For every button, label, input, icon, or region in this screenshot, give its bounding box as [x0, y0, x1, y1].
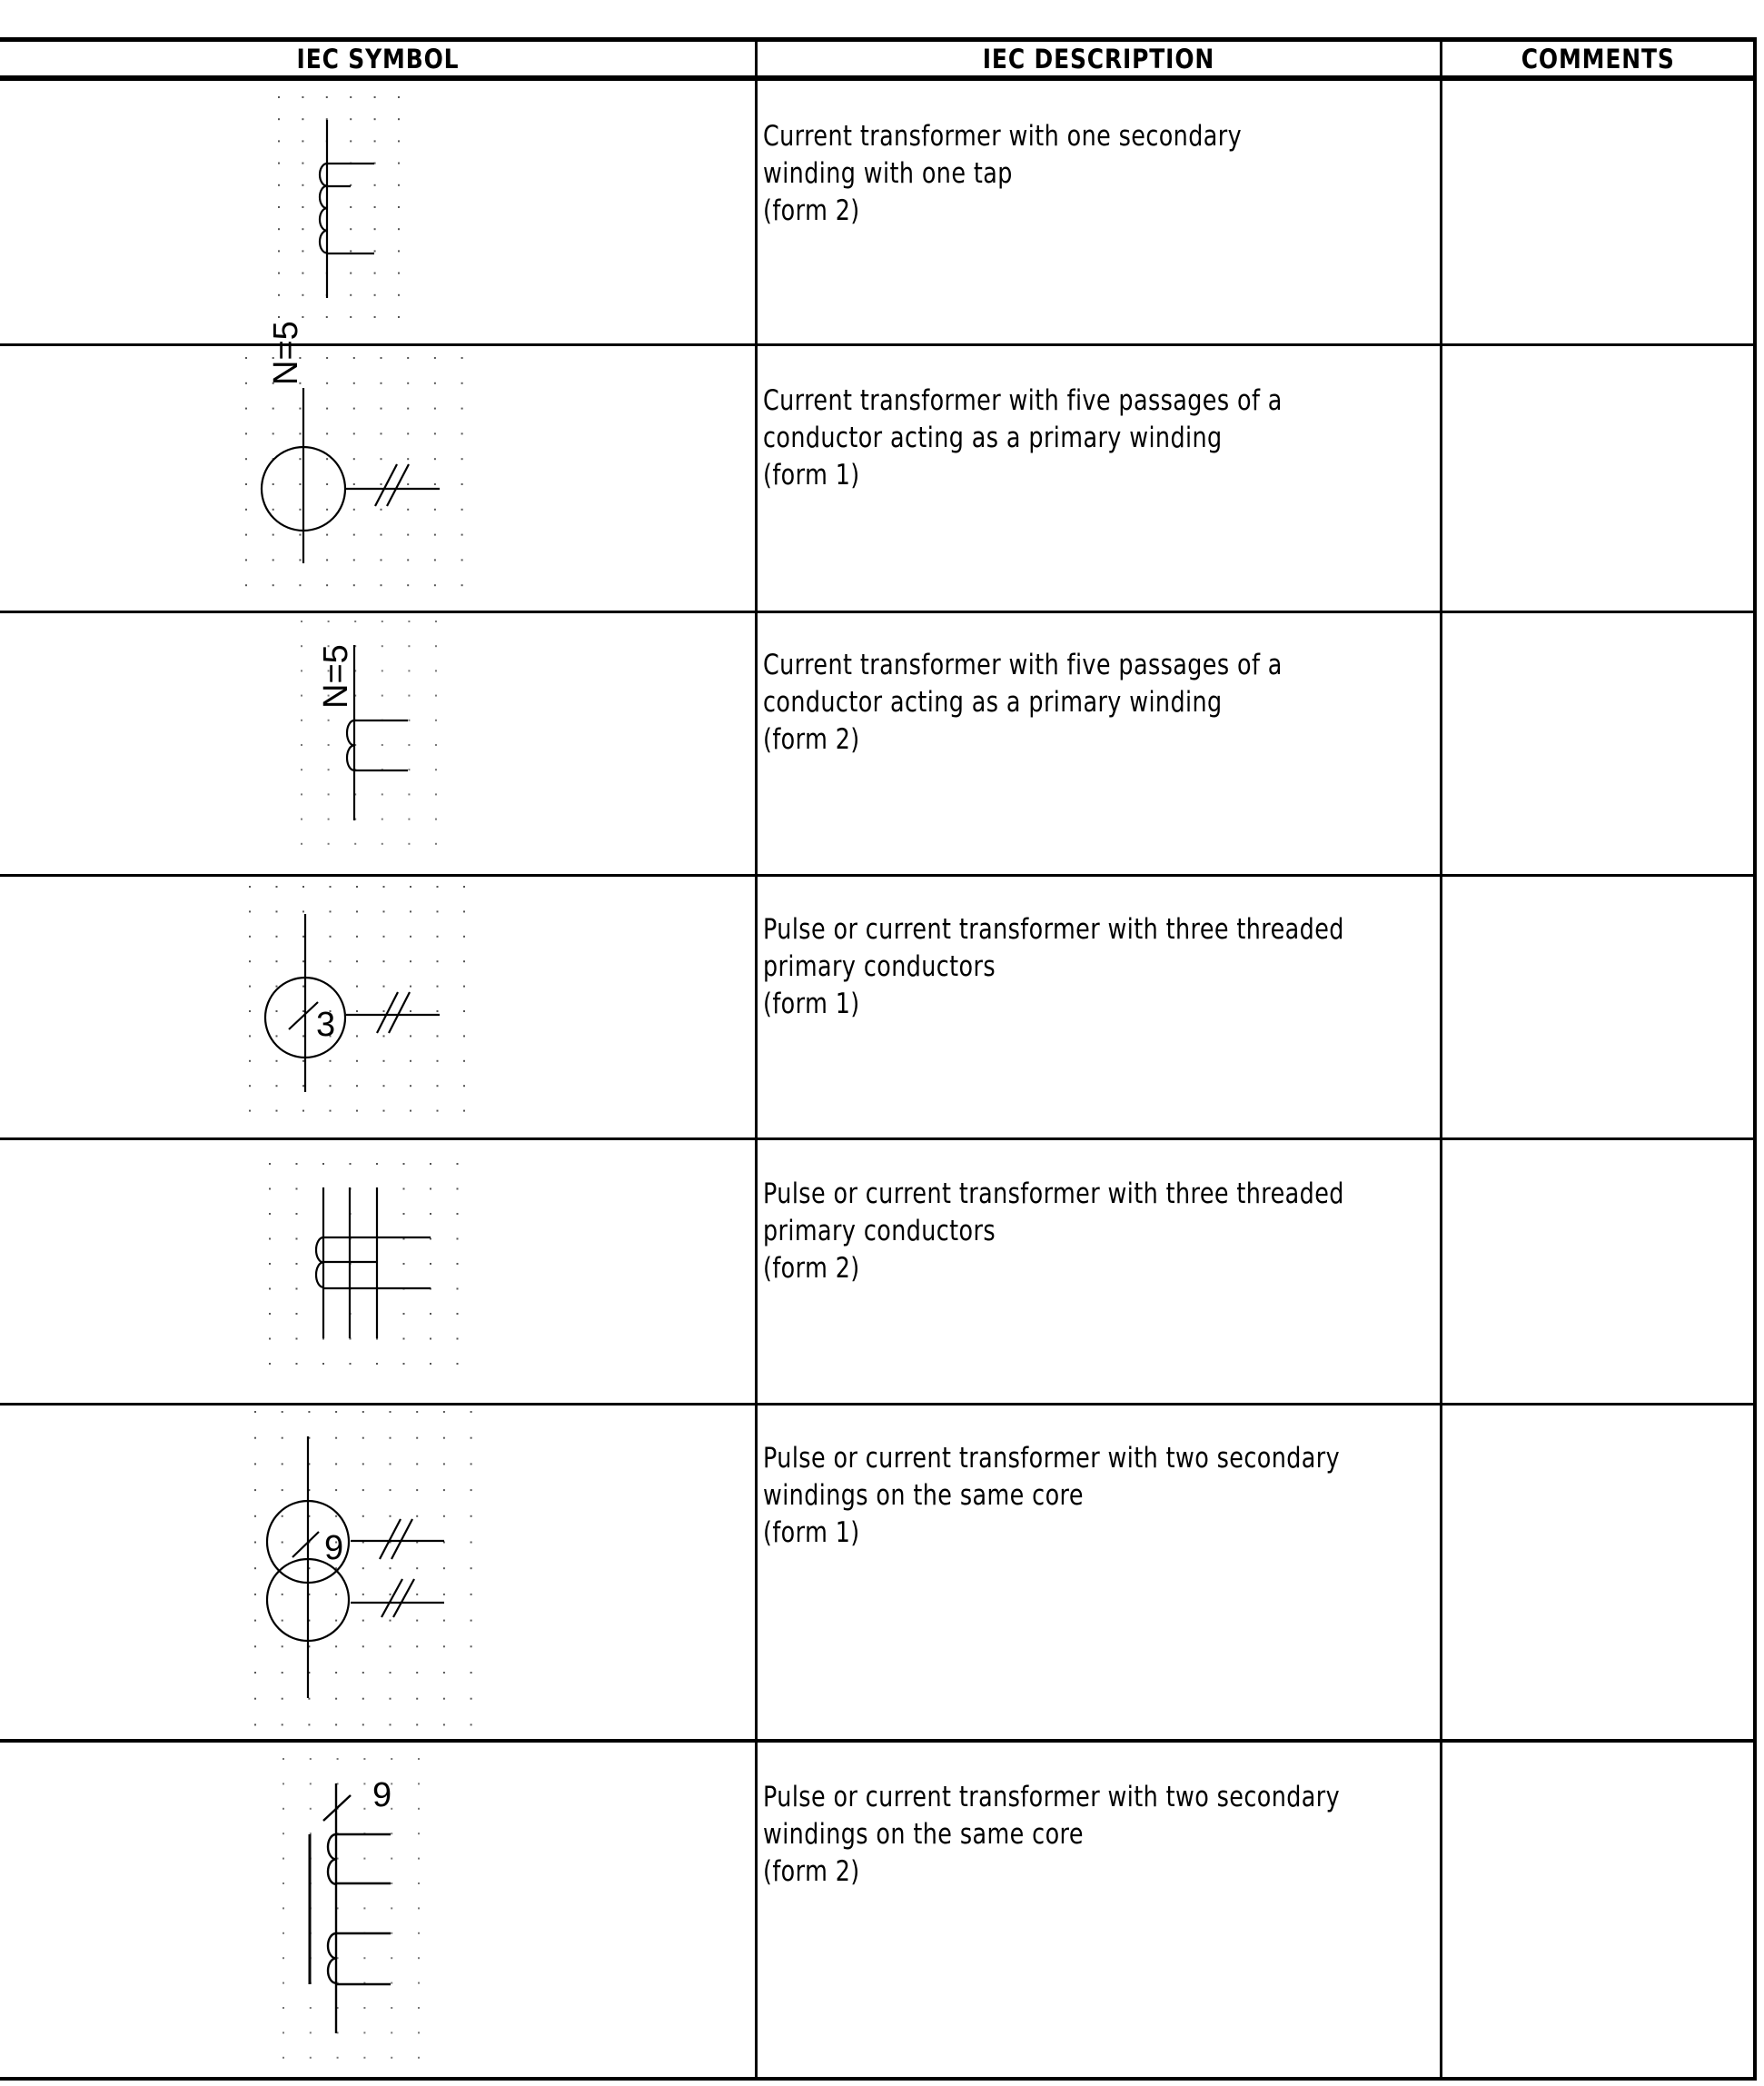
description-cell	[763, 647, 1435, 759]
description-line: winding with one tap	[763, 157, 1013, 190]
column-divider-symbol-description	[755, 37, 758, 2081]
description-cell	[763, 382, 1435, 494]
pulse-transformer-two-secondary-form2-icon	[282, 1757, 422, 2061]
count-9-label: 9	[372, 1776, 392, 1814]
description-line: (form 2)	[763, 1855, 860, 1888]
description-line: primary conductors	[763, 950, 996, 983]
current-transformer-five-passages-form2-icon	[300, 620, 438, 847]
description-line: Current transformer with five passages of a	[763, 384, 1283, 417]
comments-cell	[1444, 1744, 1751, 2075]
comments-cell	[1444, 1406, 1751, 1737]
current-transformer-one-secondary-one-tap-form2-icon	[277, 95, 401, 321]
comments-cell	[1444, 614, 1751, 872]
table-right-border	[1753, 37, 1757, 2081]
description-cell	[763, 911, 1435, 1023]
description-line: (form 1)	[763, 459, 860, 492]
comments-cell	[1444, 82, 1751, 342]
current-transformer-five-passages-form1-icon	[244, 321, 471, 589]
description-line: (form 1)	[763, 1516, 860, 1549]
description-line: Pulse or current transformer with three threaded	[763, 1177, 1344, 1210]
description-line: Current transformer with one secondary	[763, 120, 1243, 153]
description-cell	[763, 118, 1435, 230]
count-9-label: 9	[324, 1529, 344, 1567]
header-comments-label: COMMENTS	[1521, 43, 1675, 74]
description-line: conductor acting as a primary winding	[763, 422, 1223, 454]
description-cell	[763, 1779, 1435, 1891]
pulse-transformer-two-secondary-form1-icon	[253, 1410, 481, 1726]
description-line: Pulse or current transformer with two secondary	[763, 1442, 1341, 1475]
n-equals-5-label: N=5	[267, 321, 305, 385]
description-line: Pulse or current transformer with three threaded	[763, 913, 1344, 946]
symbol-column	[0, 0, 755, 2086]
description-cell	[763, 1440, 1435, 1552]
pulse-transformer-three-threaded-form2-icon	[268, 1162, 459, 1367]
description-line: windings on the same core	[763, 1479, 1084, 1512]
description-line: conductor acting as a primary winding	[763, 686, 1223, 719]
description-line: primary conductors	[763, 1215, 996, 1247]
column-divider-description-comments	[1440, 37, 1442, 2081]
description-line: Pulse or current transformer with two secondary	[763, 1781, 1341, 1813]
pulse-transformer-three-threaded-form1-icon	[248, 885, 471, 1118]
description-line: windings on the same core	[763, 1818, 1084, 1851]
description-line: (form 2)	[763, 1252, 860, 1285]
header-iec-description-label: IEC DESCRIPTION	[982, 43, 1215, 74]
comments-cell	[1444, 1141, 1751, 1401]
header-iec-symbol-label: IEC SYMBOL	[296, 43, 459, 74]
header-iec-description	[758, 42, 1440, 75]
count-3-label: 3	[316, 1006, 336, 1044]
comments-cell	[1444, 347, 1751, 609]
comments-cell	[1444, 878, 1751, 1136]
description-line: Current transformer with five passages of a	[763, 649, 1283, 681]
description-line: (form 2)	[763, 723, 860, 756]
description-line: (form 1)	[763, 988, 860, 1020]
n-equals-5-label: N=5	[317, 644, 355, 709]
description-line: (form 2)	[763, 194, 860, 227]
header-comments	[1442, 42, 1753, 75]
description-cell	[763, 1176, 1435, 1287]
